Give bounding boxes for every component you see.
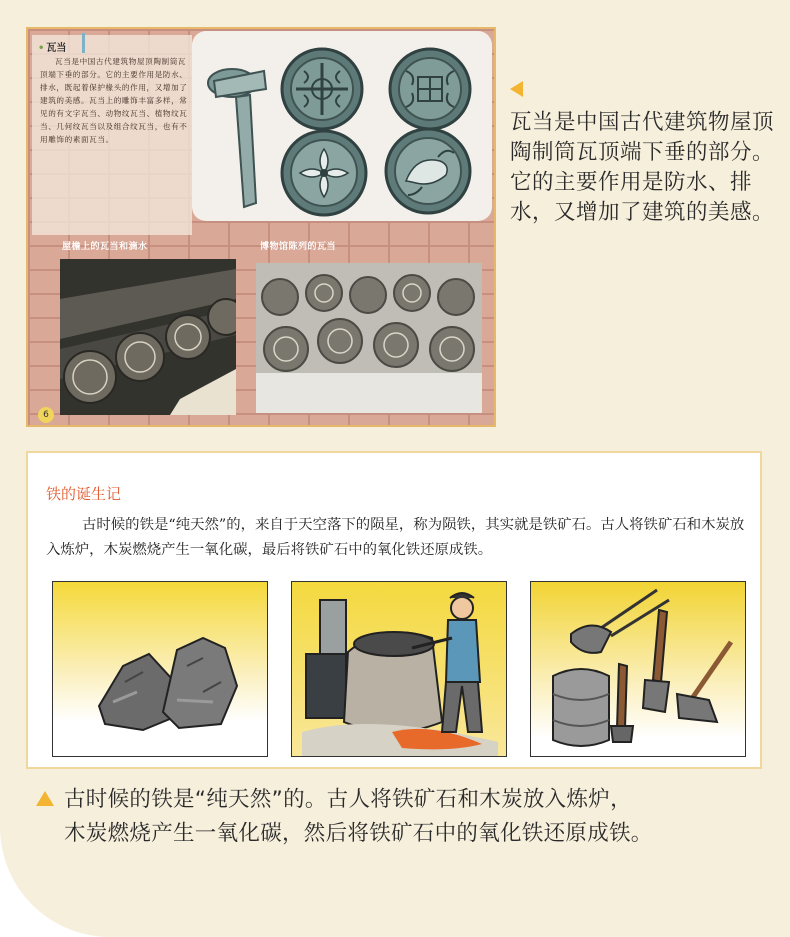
- photo-eave-tile-ends: [60, 259, 236, 415]
- iron-book-page: [26, 451, 762, 769]
- caption-museum-tile-ends: 博物馆陈列的瓦当: [260, 242, 337, 252]
- tile-end-description: [510, 108, 778, 228]
- tile-end-book-page: [26, 27, 496, 427]
- pointer-triangle-icon: [36, 791, 54, 806]
- tile-end-side-view: [208, 69, 266, 207]
- round-tile-end-4: [386, 129, 470, 213]
- tile-end-description-line-1: 瓦当是中国古代建筑物屋顶陶制筒瓦顶端下垂的部分。: [510, 110, 775, 165]
- iron-section-title: 铁的诞生记: [46, 485, 122, 503]
- iron-description-line-2: 木炭燃烧产生一氧化碳，然后将铁矿石中的氧化铁还原成铁。: [64, 821, 653, 846]
- iron-description: [64, 783, 776, 851]
- illustration-smelting-furnace: [291, 581, 507, 757]
- round-tile-end-1: [282, 49, 362, 129]
- tile-ends-illustration: [192, 31, 492, 221]
- pointer-triangle-icon: [510, 81, 523, 97]
- round-tile-end-2: [390, 49, 470, 129]
- illustration-iron-tools: [530, 581, 746, 757]
- tile-end-description-line-2: 它的主要作用是防水、排水，又增加了建筑的美感。: [510, 170, 775, 225]
- caption-eave-tile-ends: 屋檐上的瓦当和滴水: [62, 242, 148, 252]
- title-accent-bar: [82, 33, 85, 53]
- round-tile-end-3: [282, 131, 366, 215]
- page-section-title: • 瓦当: [38, 39, 66, 54]
- photo-museum-tile-ends: [256, 263, 482, 413]
- page-number: 6: [38, 407, 54, 423]
- iron-description-line-1: 古时候的铁是“纯天然”的。古人将铁矿石和木炭放入炼炉，: [64, 787, 632, 812]
- tile-ends-illustration-panel: [192, 31, 492, 221]
- page-body-text: 瓦当是中国古代建筑物屋顶陶制筒瓦顶端下垂的部分。它的主要作用是防水、排水，既起着保护椽头的作用，又增加了建筑的美感。瓦当上的雕饰丰富多样，常见的有文字瓦当、动物纹瓦当、植物纹瓦当、几何纹瓦当以及组合纹瓦当，也有不用雕饰的素面瓦当。: [40, 57, 188, 144]
- illustration-iron-ore: [52, 581, 268, 757]
- iron-body-text: 古时候的铁是“纯天然”的，来自于天空落下的陨星，称为陨铁，其实就是铁矿石。古人将铁矿石和木炭放入炼炉，木炭燃烧产生一氧化碳，最后将铁矿石中的氧化铁还原成铁。: [46, 517, 745, 558]
